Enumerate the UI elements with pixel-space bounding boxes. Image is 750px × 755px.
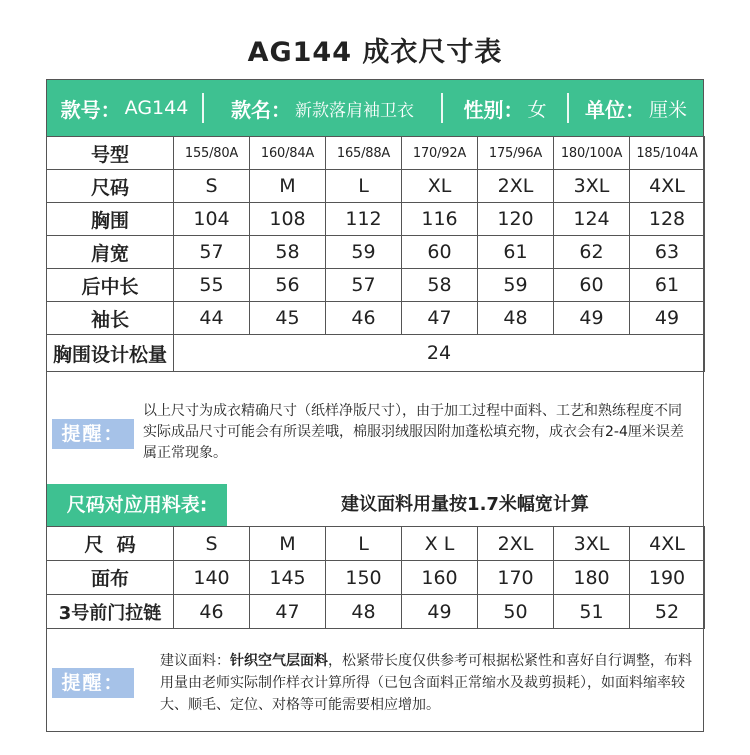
table-cell: 175/96A <box>478 137 554 170</box>
table-cell: 116 <box>402 203 478 236</box>
row-label: 袖长 <box>47 302 174 335</box>
tip-badge: 提醒： <box>52 668 134 698</box>
table-cell: 46 <box>326 302 402 335</box>
table-cell: 59 <box>478 269 554 302</box>
table-cell: 48 <box>326 595 402 629</box>
table-cell: 47 <box>250 595 326 629</box>
gender-field <box>443 80 567 136</box>
table-cell: M <box>250 170 326 203</box>
unit-value: 厘米 <box>648 98 687 121</box>
note-text: 以上尺寸为成衣精确尺寸（纸样净版尺寸），由于加工过程中面料、工艺和熟练程度不同实际成品尺寸可能会有所误差哦，棉服羽绒服因附加蓬松填充物，成衣会有2-4厘米误差属正常现象。 <box>143 403 684 461</box>
table-cell: 63 <box>630 236 705 269</box>
table-cell: 120 <box>478 203 554 236</box>
table-cell: 51 <box>554 595 630 629</box>
unit-field <box>569 80 703 136</box>
style-no-value: AG144 <box>124 97 189 119</box>
style-no-field <box>47 80 202 136</box>
table-cell: 52 <box>630 595 705 629</box>
note-block <box>47 376 703 476</box>
table-cell: 50 <box>478 595 554 629</box>
table-cell: M <box>250 527 326 561</box>
table-cell: 2XL <box>478 527 554 561</box>
table-row <box>47 236 705 269</box>
table-cell: 108 <box>250 203 326 236</box>
fabric-table-label: 尺码对应用料表: <box>47 484 227 526</box>
table-cell: 112 <box>326 203 402 236</box>
page-title: AG144 成衣尺寸表 <box>247 37 503 68</box>
table-row <box>47 137 705 170</box>
table-cell: 190 <box>630 561 705 595</box>
table-row <box>47 170 705 203</box>
table-cell: 57 <box>174 236 250 269</box>
tip-badge: 提醒： <box>52 419 134 449</box>
style-name-value: 新款落肩袖卫衣 <box>295 100 414 121</box>
table-cell: 47 <box>402 302 478 335</box>
table-cell: 60 <box>402 236 478 269</box>
table-cell: 56 <box>250 269 326 302</box>
row-label: 面布 <box>47 561 174 595</box>
note2-text <box>160 650 696 716</box>
row-label: 尺 码 <box>47 527 174 561</box>
table-cell: 140 <box>174 561 250 595</box>
ease-value: 24 <box>174 335 705 372</box>
row-label: 3号前门拉链 <box>47 595 174 629</box>
fabric-table-title: 建议面料用量按1.7米幅宽计算 <box>341 494 589 515</box>
table-cell: 185/104A <box>630 137 705 170</box>
table-cell: 128 <box>630 203 705 236</box>
table-cell: X L <box>402 527 478 561</box>
table-cell: 4XL <box>630 527 705 561</box>
table-cell: 160 <box>402 561 478 595</box>
fabric-header-bar <box>47 484 703 526</box>
spec-header-bar <box>47 80 703 136</box>
table-cell: 160/84A <box>250 137 326 170</box>
table-row <box>47 269 705 302</box>
table-row <box>47 335 705 372</box>
note2-fabric: 针织空气层面料 <box>230 653 328 669</box>
table-cell: 4XL <box>630 170 705 203</box>
row-label: 后中长 <box>47 269 174 302</box>
table-cell: XL <box>402 170 478 203</box>
table-cell: 170/92A <box>402 137 478 170</box>
table-cell: 3XL <box>554 527 630 561</box>
table-cell: 46 <box>174 595 250 629</box>
table-cell: 58 <box>402 269 478 302</box>
table-cell: L <box>326 527 402 561</box>
table-cell: 124 <box>554 203 630 236</box>
table-cell: 55 <box>174 269 250 302</box>
row-label: 胸围 <box>47 203 174 236</box>
style-name-label: 款名： <box>231 97 291 122</box>
table-cell: 60 <box>554 269 630 302</box>
size-table <box>46 136 705 372</box>
table-row <box>47 595 705 629</box>
table-row <box>47 203 705 236</box>
fabric-table <box>46 526 705 629</box>
table-cell: 2XL <box>478 170 554 203</box>
table-cell: 165/88A <box>326 137 402 170</box>
note2-body: ，松紧带长度仅供参考可根据松紧性和喜好自行调整，布料用量由老师实际制作样衣计算所得（已包含面料正常缩水及裁剪损耗），如面料缩率较大、顺毛、定位、对格等可能需要相应增加。 <box>160 653 692 713</box>
table-cell: L <box>326 170 402 203</box>
table-row <box>47 561 705 595</box>
table-cell: S <box>174 170 250 203</box>
table-cell: 57 <box>326 269 402 302</box>
row-label: 肩宽 <box>47 236 174 269</box>
table-cell: 170 <box>478 561 554 595</box>
unit-label: 单位： <box>584 97 645 122</box>
ease-label: 胸围设计松量 <box>47 335 174 372</box>
table-cell: 62 <box>554 236 630 269</box>
table-cell: 44 <box>174 302 250 335</box>
table-cell: 150 <box>326 561 402 595</box>
gender-value: 女 <box>527 98 547 121</box>
table-cell: 180/100A <box>554 137 630 170</box>
table-cell: 48 <box>478 302 554 335</box>
table-cell: 61 <box>630 269 705 302</box>
table-cell: S <box>174 527 250 561</box>
table-row <box>47 302 705 335</box>
table-cell: 61 <box>478 236 554 269</box>
style-no-label: 款号： <box>60 97 121 122</box>
table-cell: 145 <box>250 561 326 595</box>
table-cell: 180 <box>554 561 630 595</box>
table-cell: 49 <box>402 595 478 629</box>
style-name-field <box>204 80 441 136</box>
row-label: 尺码 <box>47 170 174 203</box>
table-cell: 155/80A <box>174 137 250 170</box>
row-label: 号型 <box>47 137 174 170</box>
table-row <box>47 527 705 561</box>
table-cell: 49 <box>630 302 705 335</box>
table-cell: 45 <box>250 302 326 335</box>
gender-label: 性别： <box>463 97 524 122</box>
note2-prefix: 建议面料： <box>160 653 230 669</box>
table-cell: 3XL <box>554 170 630 203</box>
table-cell: 59 <box>326 236 402 269</box>
table-cell: 104 <box>174 203 250 236</box>
table-cell: 49 <box>554 302 630 335</box>
table-cell: 58 <box>250 236 326 269</box>
